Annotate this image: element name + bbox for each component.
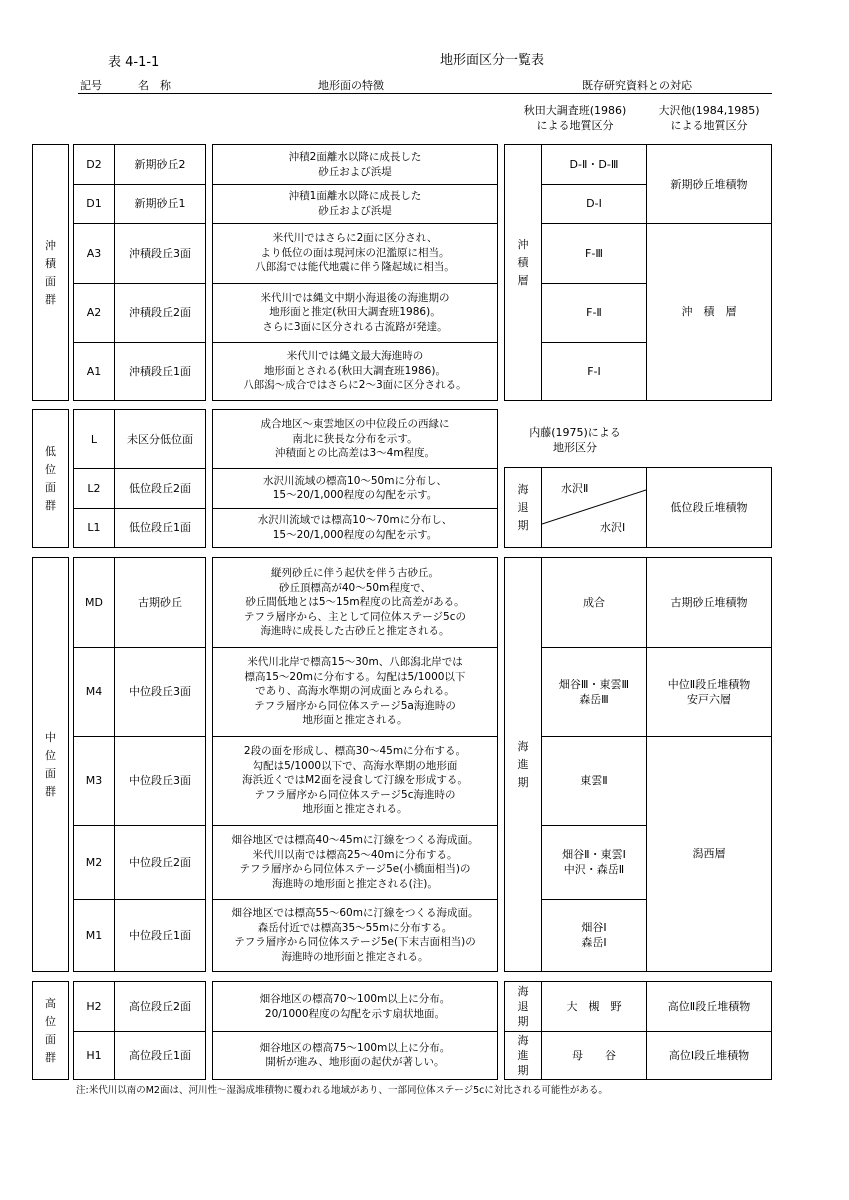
codes-box-koui [73, 981, 206, 1080]
codes-box-teii [73, 409, 206, 548]
row-code: MD [85, 596, 103, 609]
row-name: 低位段丘2面 [129, 481, 191, 495]
desc-box-chui [212, 557, 498, 972]
akita-a2: F-Ⅱ [586, 306, 602, 319]
correspondence-box-chuseki [504, 144, 772, 401]
row-code: H2 [86, 1000, 102, 1013]
sub-header-naito: 内藤(1975)による 地形区分 [529, 426, 621, 454]
row-code: M2 [85, 855, 103, 869]
row-description: 畑谷地区の標高75～100m以上に分布。 開析が進み、地形面の起伏が著しい。 [259, 1041, 451, 1068]
desc-box-koui [212, 981, 498, 1080]
kaishin-ki-label: 海 進 期 [517, 739, 529, 789]
row-description: 米代川では縄文中期小海退後の海進期の 地形面と推定(秋田大調査班1986)。 さらに3面に区分される古流路が発達。 [260, 291, 450, 333]
osawa-shinki-sakyu: 新期砂丘堆積物 [670, 177, 748, 191]
diagonal-divider [542, 468, 646, 547]
row-code: H1 [86, 1048, 102, 1062]
row-code: L1 [87, 521, 101, 534]
row-description: 水沢川流域の標高10～50mに分布し、 15～20/1,000程度の勾配を示す。 [263, 474, 447, 501]
row-description: 畑谷地区の標高70～100m以上に分布。 20/1000程度の勾配を示す扇状地面。 [259, 993, 451, 1020]
akita-md: 成合 [583, 596, 605, 609]
row-code: A3 [86, 246, 102, 260]
col-header-code: 記号 [80, 79, 102, 92]
kaishin-ki-label-h1: 海 進 期 [517, 1033, 529, 1077]
group-label-text: 中 位 面 群 [45, 730, 56, 798]
row-code: M3 [85, 774, 103, 787]
row-description: 畑谷地区では標高55～60mに汀線をつくる海成面。 森岳付近では標高35～55mに分布する。 テフラ層序から同位体ステージ5e(下末吉面相当)の 海進時の地形面と推定される。 [231, 907, 479, 963]
group-label-teii [32, 409, 69, 548]
row-code: D2 [86, 158, 102, 171]
sub-header-osawa: 大沢他(1984,1985) による地質区分 [658, 104, 760, 132]
naito-mizusawa-2: 水沢Ⅱ [561, 482, 589, 495]
osawa-h1: 高位Ⅰ段丘堆積物 [668, 1048, 750, 1062]
row-description: 縦列砂丘に伴う起伏を伴う古砂丘。 砂丘頂標高が40～50m程度で、 砂丘間低地とは5～15m程度の比高差がある。 テフラ層序から、主として同位体ステージ5cの 海進時に成長した古砂丘と推定される。 [243, 567, 467, 638]
akita-m4: 畑谷Ⅲ・東雲Ⅲ 森岳Ⅲ [558, 677, 630, 706]
correspondence-box-koui [504, 981, 772, 1080]
group-label-text: 高 位 面 群 [45, 996, 56, 1064]
row-name: 新期砂丘1 [134, 197, 186, 210]
correspondence-box-chui [504, 557, 772, 972]
akita-d1: D-Ⅰ [586, 197, 602, 210]
akita-m2: 畑谷Ⅱ・東雲Ⅰ 中沢・森岳Ⅱ [562, 848, 626, 876]
row-code: D1 [86, 197, 102, 210]
row-code: L2 [87, 481, 101, 495]
row-name: 高位段丘2面 [129, 1000, 191, 1013]
row-description: 米代川ではさらに2面に区分され、 より低位の面は現河床の氾濫原に相当。 八郎潟では能代地震に伴う隆起域に相当。 [255, 232, 455, 274]
group-label-koui [32, 981, 69, 1080]
row-code: A1 [86, 364, 102, 378]
table-number: 表 4-1-1 [108, 55, 160, 70]
row-code: M1 [85, 928, 103, 942]
kaitai-ki-label-h2: 海 退 期 [517, 985, 529, 1028]
osawa-h2: 高位Ⅱ段丘堆積物 [667, 1000, 751, 1013]
row-code: A2 [86, 306, 102, 319]
footnote: 注:米代川以南のM2面は、河川性～湿潟成堆積物に覆われる地域があり、一部同位体ステージ5cに対比される可能性がある。 [76, 1085, 608, 1096]
naito-mizusawa-1: 水沢Ⅰ [600, 521, 626, 534]
row-description: 沖積2面離水以降に成長した 砂丘および浜堤 [288, 151, 422, 178]
row-description: 沖積1面離水以降に成長した 砂丘および浜堤 [288, 190, 422, 217]
osawa-koki-sakyu: 古期砂丘堆積物 [670, 596, 748, 609]
osawa-teii-dankyu: 低位段丘堆積物 [670, 501, 748, 514]
akita-a3: F-Ⅲ [585, 246, 603, 260]
osawa-m4: 中位Ⅱ段丘堆積物 安戸六層 [667, 677, 751, 706]
group-label-chuseki [32, 144, 69, 401]
codes-box-chuseki [73, 144, 206, 401]
akita-d2: D-Ⅱ・D-Ⅲ [569, 158, 619, 171]
row-description: 2段の面を形成し、標高30～45mに分布する。 勾配は5/1000以下で、高海水準期の地形面 海浜近くではM2面を浸食して汀線を形成する。 テフラ層序から同位体ステージ5c海進時の 地形面と推定される。 [242, 745, 468, 816]
kaitai-ki-label: 海 退 期 [517, 482, 529, 532]
col-header-correspondence: 既存研究資料との対応 [582, 79, 692, 92]
row-description: 米代川北岸で標高15～30m、八郎潟北岸では 標高15～20mに分布する。勾配は5/1000以下 であり、高海水準期の河成面とみられる。 テフラ層序から同位体ステージ5a海進時の 地形面と推定される。 [244, 656, 466, 727]
akita-m3: 東雲Ⅱ [580, 774, 608, 787]
header-rule [78, 93, 772, 94]
row-name: 低位段丘1面 [129, 521, 191, 534]
table-title: 地形面区分一覧表 [440, 53, 545, 68]
row-name: 沖積段丘3面 [129, 246, 191, 260]
row-code: L [90, 432, 98, 446]
group-label-text: 沖 積 面 群 [45, 238, 56, 306]
group-label-chui [32, 557, 69, 972]
osawa-kasei-so: 潟西層 [692, 847, 726, 860]
row-name: 古期砂丘 [138, 596, 182, 609]
desc-box-teii [212, 409, 498, 548]
row-name: 沖積段丘1面 [129, 364, 191, 378]
row-description: 畑谷地区では標高40～45mに汀線をつくる海成面。 米代川以南では標高25～40mに分布する。 テフラ層序から同位体ステージ5e(小橋面相当)の 海進時の地形面と推定される(注)。 [231, 834, 479, 890]
row-code: M4 [85, 685, 103, 698]
row-description: 水沢川流域では標高10～70mに分布し、 15～20/1,000程度の勾配を示す。 [257, 514, 453, 541]
row-name: 中位段丘3面 [129, 685, 191, 698]
chuseki-so-label: 沖 積 層 [517, 238, 529, 287]
row-name: 新期砂丘2 [134, 158, 186, 171]
akita-h2: 大 槻 野 [566, 1000, 622, 1013]
akita-h1: 母 谷 [572, 1048, 616, 1062]
col-header-feature: 地形面の特徴 [318, 79, 384, 92]
row-description: 米代川では縄文最大海進時の 地形面とされる(秋田大調査班1986)。 八郎潟～成合ではさらに2～3面に区分される。 [243, 350, 467, 392]
akita-a1: F-Ⅰ [587, 364, 601, 378]
row-name: 中位段丘2面 [129, 855, 191, 869]
osawa-chuseki-so: 沖 積 層 [681, 305, 737, 318]
correspondence-box-teii [504, 467, 772, 548]
desc-box-chuseki [212, 144, 498, 401]
row-name: 未区分低位面 [127, 432, 193, 446]
codes-box-chui [73, 557, 206, 972]
sub-header-akita: 秋田大調査班(1986) による地質区分 [523, 104, 627, 132]
col-header-name: 名 称 [138, 79, 171, 92]
row-name: 沖積段丘2面 [129, 306, 191, 319]
akita-m1: 畑谷Ⅰ 森岳Ⅰ [581, 921, 607, 949]
row-name: 中位段丘1面 [129, 928, 191, 942]
row-name: 中位段丘3面 [129, 774, 191, 787]
row-name: 高位段丘1面 [129, 1048, 191, 1062]
row-description: 成合地区～東雲地区の中位段丘の西縁に 南北に狭長な分布を示す。 沖積面との比高差は3～4m程度。 [260, 418, 450, 460]
group-label-text: 低 位 面 群 [45, 444, 56, 512]
